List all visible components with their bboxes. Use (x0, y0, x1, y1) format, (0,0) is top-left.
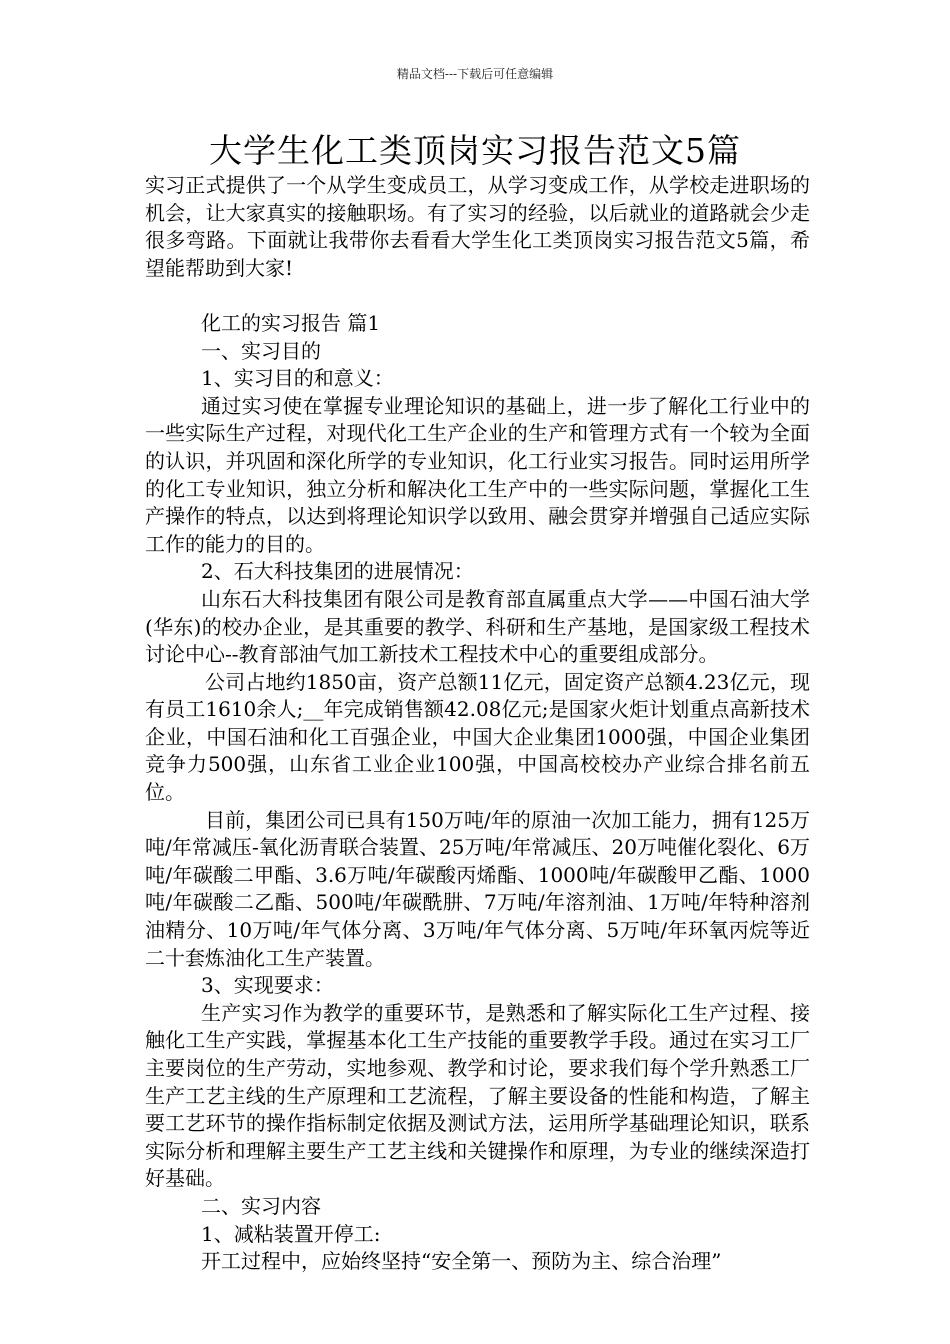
paragraph: 开工过程中，应始终坚持“安全第一、预防为主、综合治理” (201, 1249, 722, 1274)
section-heading: 二、实习内容 (201, 1193, 321, 1218)
report-heading: 化工的实习报告 篇1 (201, 310, 381, 335)
document-title: 大学生化工类顶岗实习报告范文5篇 (209, 131, 741, 170)
section-heading: 一、实习目的 (201, 338, 321, 363)
paragraph: 山东石大科技集团有限公司是教育部直属重点大学——中国石油大学(华东)的校办企业，是其重要的教学、科研和生产基地，是国家级工程技术讨论中心--教育部油气加工新技术工程技术中心的重要组成部分。 (145, 586, 810, 667)
document-body (145, 172, 810, 1276)
paragraph: 公司占地约1850亩，资产总额11亿元，固定资产总额4.23亿元，现有员工1610余人;__年完成销售额42.08亿元;是国家火炬计划重点高新技术企业，中国石油和化工百强企业，中国大企业集团1000强，中国企业集团竞争力500强，山东省工业企业100强，中国高校校办产业综合排名前五位。 (145, 669, 810, 805)
paragraph: 生产实习作为教学的重要环节，是熟悉和了解实际化工生产过程、接触化工生产实践，掌握基本化工生产技能的重要教学手段。通过在实习工厂主要岗位的生产劳动，实地参观、教学和讨论，要求我们每个学升熟悉工厂生产工艺主线的生产原理和工艺流程，了解主要设备的性能和构造，了解主要工艺环节的操作指标制定依据及测试方法，运用所学基础理论知识，联系实际分析和理解主要生产工艺主线和关键操作和原理，为专业的继续深造打好基础。 (145, 1000, 810, 1191)
subsection-heading: 1、实习目的和意义： (201, 366, 394, 391)
blank-line (145, 282, 810, 310)
subsection-heading: 2、石大科技集团的进展情况： (201, 559, 474, 584)
paragraph: 通过实习使在掌握专业理论知识的基础上，进一步了解化工行业中的一些实际生产过程，对现代化工生产企业的生产和管理方式有一个较为全面的认识，并巩固和深化所学的专业知识，化工行业实习报告。同时运用所学的化工专业知识，独立分析和解决化工生产中的一些实际问题，掌握化工生产操作的特点，以达到将理论知识学以致用、融会贯穿并增强自己适应实际工作的能力的目的。 (145, 393, 810, 556)
paragraph: 目前，集团公司已具有150万吨/年的原油一次加工能力，拥有125万吨/年常减压-氧化沥青联合装置、25万吨/年常减压、20万吨催化裂化、6万吨/年碳酸二甲酯、3.6万吨/年碳酸丙烯酯、1000吨/年碳酸甲乙酯、1000吨/年碳酸二乙酯、500吨/年碳酰肼、7万吨/年溶剂油、1万吨/年特种溶剂油精分、10万吨/年气体分离、3万吨/年气体分离、5万吨/年环氧丙烷等近二十套炼油化工生产装置。 (145, 807, 810, 970)
subsection-heading: 1、减粘装置开停工: (201, 1221, 381, 1246)
page-header: 精品文档---下载后可任意编辑 (396, 67, 554, 81)
subsection-heading: 3、实现要求： (201, 973, 334, 998)
intro-paragraph: 实习正式提供了一个从学生变成员工，从学习变成工作，从学校走进职场的机会，让大家真实的接触职场。有了实习的经验，以后就业的道路就会少走很多弯路。下面就让我带你去看看大学生化工类顶岗实习报告范文5篇，希望能帮助到大家! (145, 173, 810, 280)
